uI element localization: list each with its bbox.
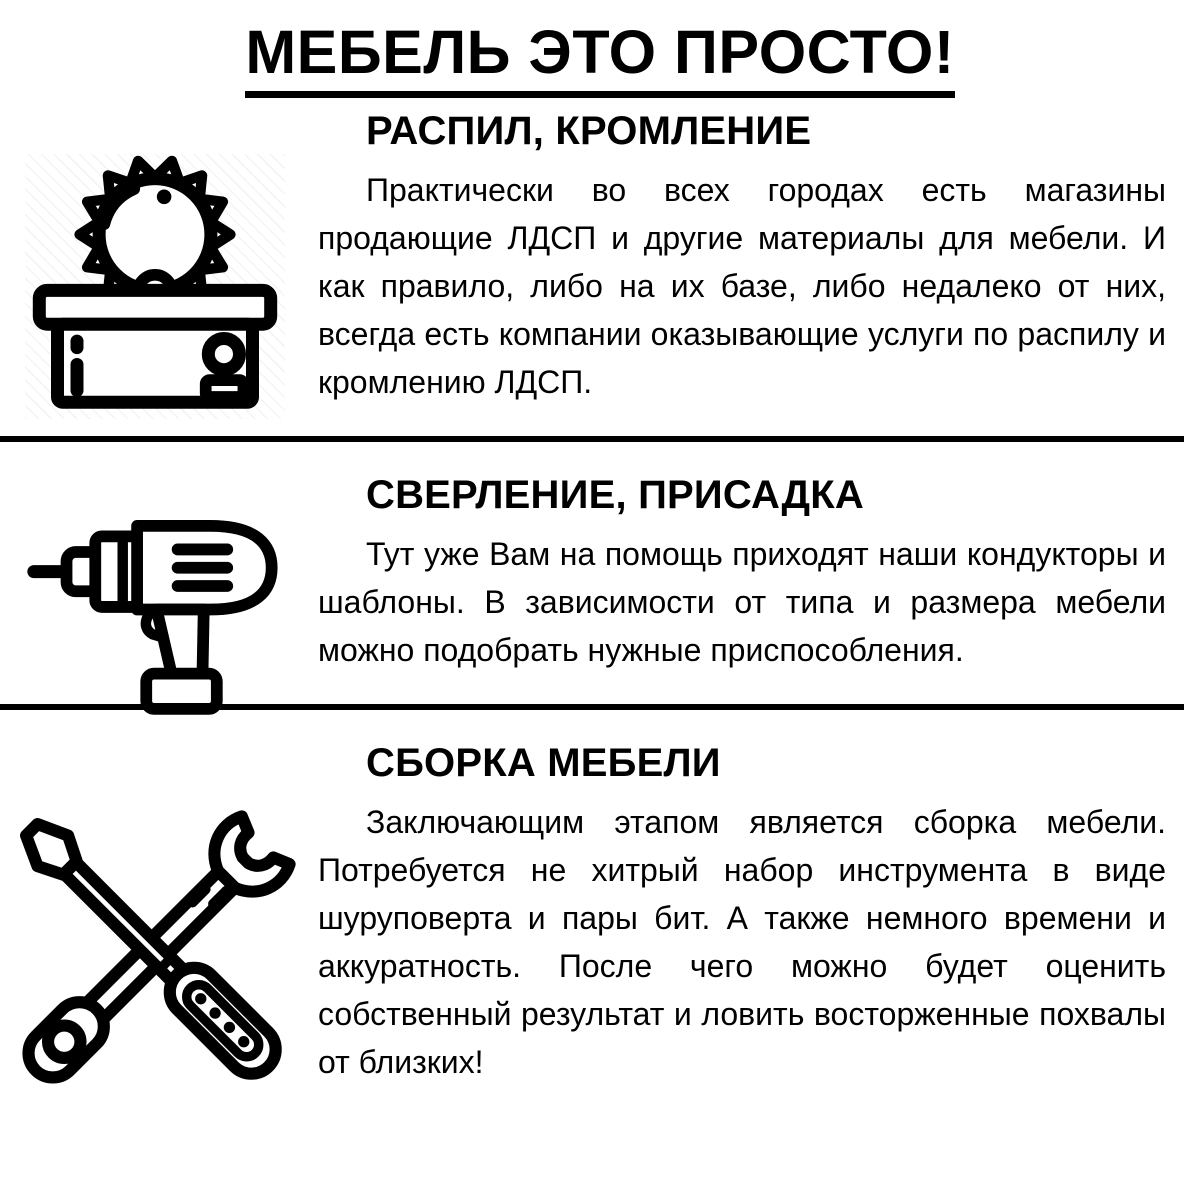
section-cutting-heading: РАСПИЛ, КРОМЛЕНИЕ bbox=[366, 109, 812, 153]
section-cutting-text: Практически во всех городах есть магазины продающие ЛДСП и другие материалы для мебели. И как правило, либо на их базе, либо недалеко от них, всегда есть компании оказывающие услуги по распилу и кромлению ЛДСП. bbox=[318, 172, 1166, 400]
section-assembly-icon-box bbox=[19, 806, 289, 1098]
divider-1 bbox=[0, 436, 1184, 442]
section-assembly-text: Заключающим этапом является сборка мебели. Потребуется не хитрый набор инструмента в виде шуруповерта и пары бит. А также немного времени и аккуратность. После чего можно будет оценить собственный результат и ловить восторженные похвалы от близких! bbox=[318, 804, 1166, 1080]
drill-icon bbox=[27, 522, 289, 718]
section-cutting-icon-box bbox=[25, 154, 285, 419]
section-cutting bbox=[318, 108, 1166, 406]
screwdriver-wrench-icon bbox=[19, 806, 289, 1098]
section-assembly-heading: СБОРКА МЕБЕЛИ bbox=[366, 741, 721, 785]
section-drilling-icon-box bbox=[27, 522, 289, 718]
page-title-text: МЕБЕЛЬ ЭТО ПРОСТО! bbox=[245, 18, 954, 98]
table-saw-icon bbox=[25, 154, 285, 419]
section-drilling bbox=[318, 472, 1166, 674]
page-title bbox=[0, 16, 1200, 88]
section-drilling-heading: СВЕРЛЕНИЕ, ПРИСАДКА bbox=[366, 473, 864, 517]
section-drilling-text: Тут уже Вам на помощь приходят наши кондукторы и шаблоны. В зависимости от типа и размера мебели можно подобрать нужные приспособления. bbox=[318, 536, 1166, 668]
section-assembly bbox=[318, 740, 1166, 1086]
